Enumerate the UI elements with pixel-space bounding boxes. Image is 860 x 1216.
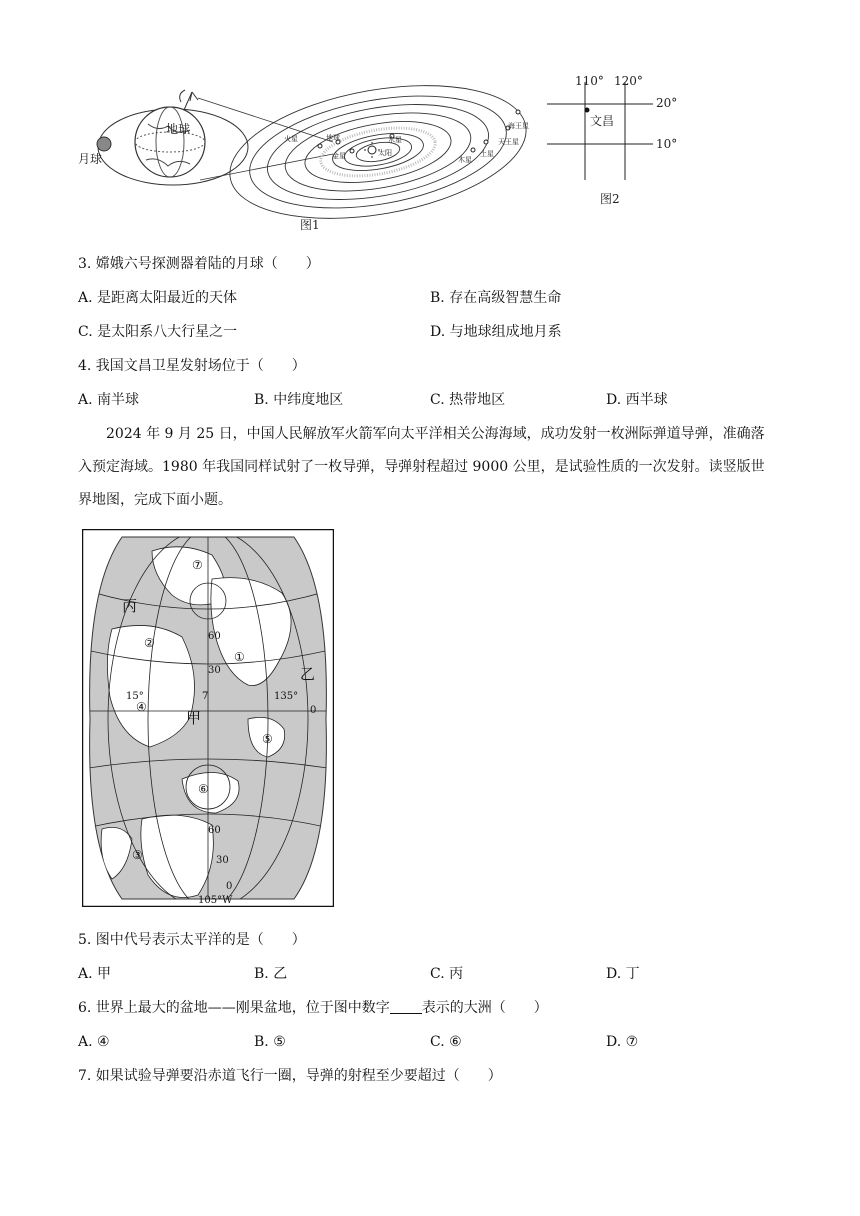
map-label-2: ② [144,636,155,650]
question-5-option-a: A. 甲 [78,966,112,982]
passage-text: 2024 年 9 月 25 日，中国人民解放军火箭军向太平洋相关公海海域，成功发射一枚洲际弹道导弹，准确落入预定海域。1980 年我国同样试射了一枚导弹，导弹射程超过 9000 公里，是试验性质的一次发射。读竖版世界地图，完成下面小题。 [78,426,765,508]
question-3-option-c: C. 是太阳系八大行星之一 [78,324,238,340]
planet-label: 太阳 [378,149,392,157]
map-label-0-top: 0 [310,705,317,716]
planet-label: 海王星 [508,122,529,130]
planet-label: 水星 [388,136,402,144]
question-4-stem: 4. 我国文昌卫星发射场位于（ ） [78,358,306,374]
map-label-60: 60 [208,631,221,642]
map-label-105w: 105°W [198,895,233,906]
question-4-option-a: A. 南半球 [78,392,140,408]
map-label-jia: 甲 [186,709,202,727]
planet-label: 天王星 [498,138,519,146]
map-label-1: ① [234,650,245,664]
map-label-3: ③ [132,848,143,862]
map-label-135: 135° [274,691,299,702]
map-label-0b: 0 [226,881,233,892]
earth-shape [135,107,205,177]
figure-1-solar-system [88,72,538,237]
wenchang-label: 文昌 [590,114,615,128]
wenchang-dot [585,108,590,113]
answer-blank [390,999,422,1014]
map-label-60b: 60 [208,825,221,836]
map-label-6: ⑥ [198,782,209,796]
question-6-option-a: A. ④ [78,1034,110,1050]
question-6-stem [78,998,548,1018]
planet-label: 木星 [458,156,472,164]
question-4-option-b: B. 中纬度地区 [254,392,344,408]
lat-20: 20° [656,96,678,110]
question-6-stem-suffix: 表示的大洲（ ） [421,1000,548,1016]
vertical-world-map [82,529,334,907]
question-6-option-c: C. ⑥ [430,1034,462,1050]
map-label-30b: 30 [216,855,229,866]
lat-10: 10° [656,137,678,151]
question-6-option-d: D. ⑦ [606,1034,639,1050]
question-3-option-d: D. 与地球组成地月系 [430,324,562,340]
earth-label: 地球 [166,122,191,136]
moon-label: 月球 [78,152,103,166]
moon-shape [97,137,111,151]
planet-label: 金星 [332,152,346,160]
figure-1-caption: 图1 [300,218,320,232]
map-label-5: ⑤ [262,732,273,746]
planet-label: 地球 [326,134,340,142]
planet-label: 火星 [284,135,298,143]
question-3-option-a: A. 是距离太阳最近的天体 [78,290,238,306]
question-4-option-c: C. 热带地区 [430,392,506,408]
map-label-15: 15° [126,691,144,702]
map-label-7b: 7 [202,691,209,702]
map-label-bing: 丙 [122,597,138,615]
question-4-option-d: D. 西半球 [606,392,668,408]
question-6-option-b: B. ⑤ [254,1034,286,1050]
question-7-stem: 7. 如果试验导弹要沿赤道飞行一圈，导弹的射程至少要超过（ ） [78,1068,502,1084]
map-label-4: ④ [136,700,147,714]
question-5-option-b: B. 乙 [254,966,288,982]
lon-110: 110° [575,74,604,88]
map-label-30: 30 [208,665,221,676]
map-label-yi: 乙 [300,665,316,683]
question-5-option-c: C. 丙 [430,966,464,982]
question-5-option-d: D. 丁 [606,966,640,982]
map-label-7: ⑦ [192,558,203,572]
figure-2-caption: 图2 [600,192,620,206]
planet-label: 土星 [480,150,494,158]
question-6-stem-prefix: 6. 世界上最大的盆地——刚果盆地，位于图中数字 [78,1000,390,1016]
lon-120: 120° [614,74,643,88]
question-3-stem: 3. 嫦娥六号探测器着陆的月球（ ） [78,256,320,272]
question-5-stem: 5. 图中代号表示太平洋的是（ ） [78,932,306,948]
question-3-option-b: B. 存在高级智慧生命 [430,290,562,306]
